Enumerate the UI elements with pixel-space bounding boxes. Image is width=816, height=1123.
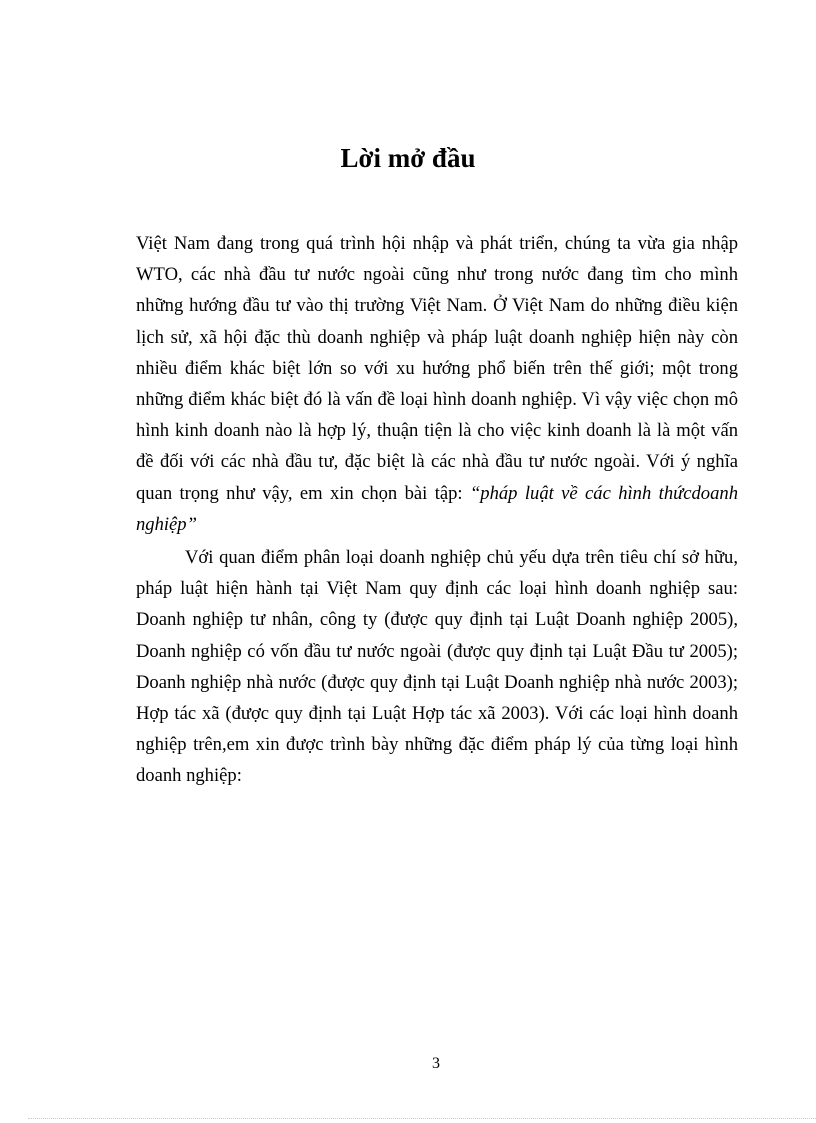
assignment-title-quote: “pháp luật về các hình thứcdoanh nghiệp” [136,482,738,535]
paragraph-intro-text: Việt Nam đang trong quá trình hội nhập và phát triển, chúng ta vừa gia nhập WTO, các nhà đầu tư nước ngoài cũng như trong nước đang tìm cho mình những hướng đầu tư vào thị trường Việt Nam. Ở Việt Nam do những điều kiện lịch sử, xã hội đặc thù doanh nghiệp và pháp luật doanh nghiệp hiện này còn nhiều điểm khác biệt lớn so với xu hướng phổ biến trên thế giới; một trong những điểm khác biệt đó là vấn đề loại hình doanh nghiệp. Vì vậy việc chọn mô hình kinh doanh nào là hợp lý, thuận tiện là cho việc kinh doanh là là một vấn đề đối với các nhà đầu tư, đặc biệt là các nhà đầu tư nước ngoài. Với ý nghĩa quan trọng như vậy, em xin chọn bài tập: [136,233,738,504]
body-text [136,228,738,792]
page-bottom-divider [28,1118,816,1119]
paragraph-intro [136,228,738,540]
page-title: Lời mở đầu [340,143,476,173]
paragraph-classification: Với quan điểm phân loại doanh nghiệp chủ yếu dựa trên tiêu chí sở hữu, pháp luật hiện hành tại Việt Nam quy định các loại hình doanh nghiệp sau: Doanh nghiệp tư nhân, công ty (được quy định tại Luật Doanh nghiệp 2005), Doanh nghiệp có vốn đầu tư nước ngoài (được quy định tại Luật Đầu tư 2005); Doanh nghiệp nhà nước (được quy định tại Luật Doanh nghiệp nhà nước 2003); Hợp tác xã (được quy định tại Luật Hợp tác xã 2003). Với các loại hình doanh nghiệp trên,em xin được trình bày những đặc điểm pháp lý của từng loại hình doanh nghiệp: [136,547,738,787]
page-number: 3 [432,1055,440,1072]
